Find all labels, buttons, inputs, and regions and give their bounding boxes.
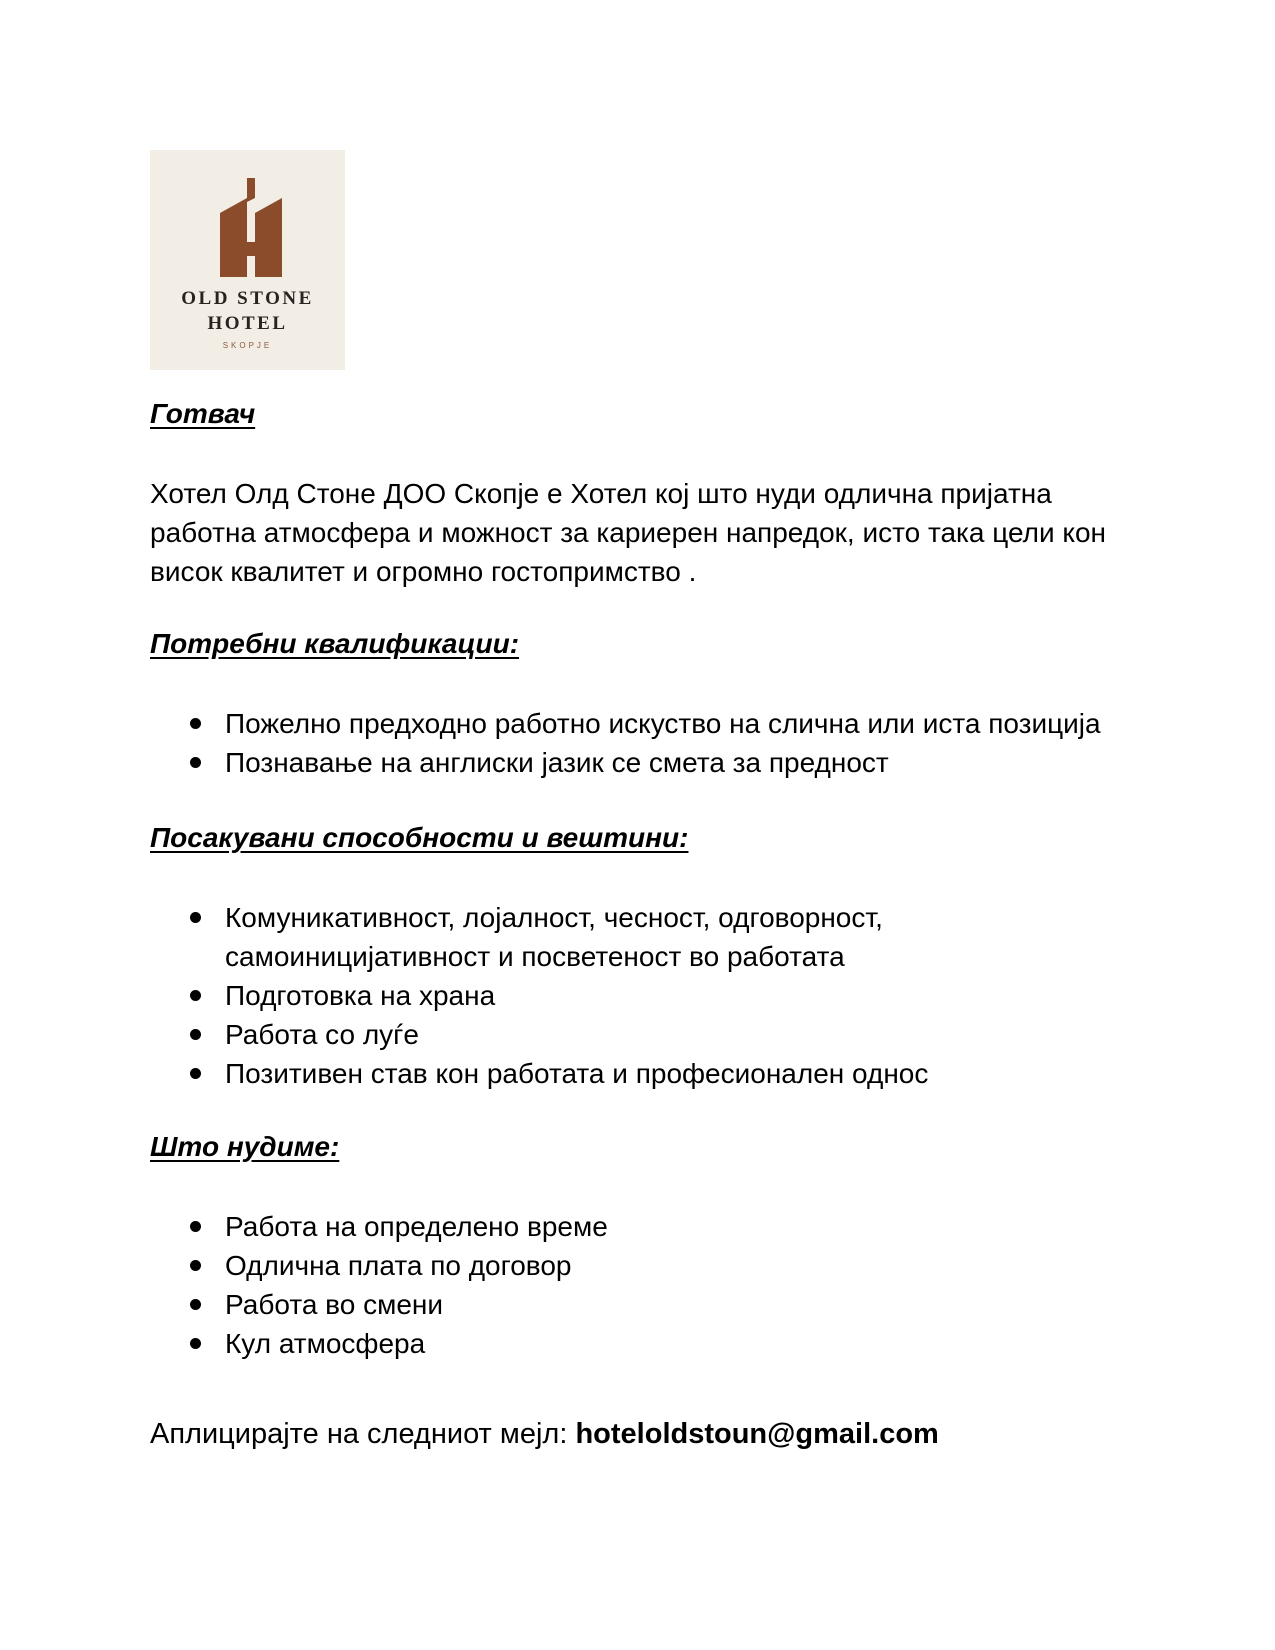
list-item: Работа со луѓе (150, 1015, 1150, 1054)
bullet-icon (190, 1299, 201, 1310)
logo-text-line3: SKOPJE (222, 341, 273, 350)
apply-label: Аплицирајте на следниот мејл: (150, 1418, 576, 1450)
bullet-icon (190, 1338, 201, 1349)
logo-text-line1: OLD STONE (181, 288, 314, 309)
hotel-building-icon (150, 150, 345, 290)
list-item: Работа во смени (150, 1285, 1150, 1324)
job-title: Готвач (150, 398, 256, 429)
hotel-logo (150, 150, 345, 370)
bullet-icon (190, 718, 201, 729)
apply-email[interactable]: hoteloldstoun@gmail.com (575, 1418, 939, 1450)
list-item: Подготовка на храна (150, 976, 1150, 1015)
list-item: Одлична плата по договор (150, 1246, 1150, 1285)
intro-line: висок квалитет и огромно гостопримство . (150, 556, 697, 587)
offer-heading: Што нудиме: (150, 1131, 340, 1162)
bullet-icon (190, 1068, 201, 1079)
list-item: Комуникативност, лојалност, чесност, одговорност, самоиницијативност и посветеност во работата (150, 898, 1150, 976)
list-item: Пожелно предходно работно искуство на слична или иста позиција (150, 704, 1150, 743)
bullet-icon (190, 1221, 201, 1232)
list-item: Позитивен став кон работата и професионален однос (150, 1054, 1150, 1093)
logo-text-line2: HOTEL (207, 313, 288, 334)
bullet-icon (190, 1029, 201, 1040)
list-item: Кул атмосфера (150, 1324, 1150, 1363)
apply-line (150, 1418, 939, 1451)
intro-paragraph (150, 474, 1110, 591)
intro-line: работна атмосфера и можност за кариерен напредок, исто така цели кон (150, 517, 1106, 548)
qualifications-list (150, 704, 1150, 782)
bullet-icon (190, 757, 201, 768)
offer-list (150, 1207, 1150, 1363)
bullet-icon (190, 1260, 201, 1271)
list-item: Познавање на англиски јазик се смета за предност (150, 743, 1150, 782)
intro-line: Хотел Олд Стоне ДОО Скопје е Хотел кој што нуди одлична пријатна (150, 478, 1052, 509)
skills-list (150, 898, 1150, 1093)
bullet-icon (190, 912, 201, 923)
list-item: Работа на определено време (150, 1207, 1150, 1246)
skills-heading: Посакувани способности и вештини: (150, 822, 689, 853)
qualifications-heading: Потребни квалификации: (150, 628, 520, 659)
bullet-icon (190, 990, 201, 1001)
